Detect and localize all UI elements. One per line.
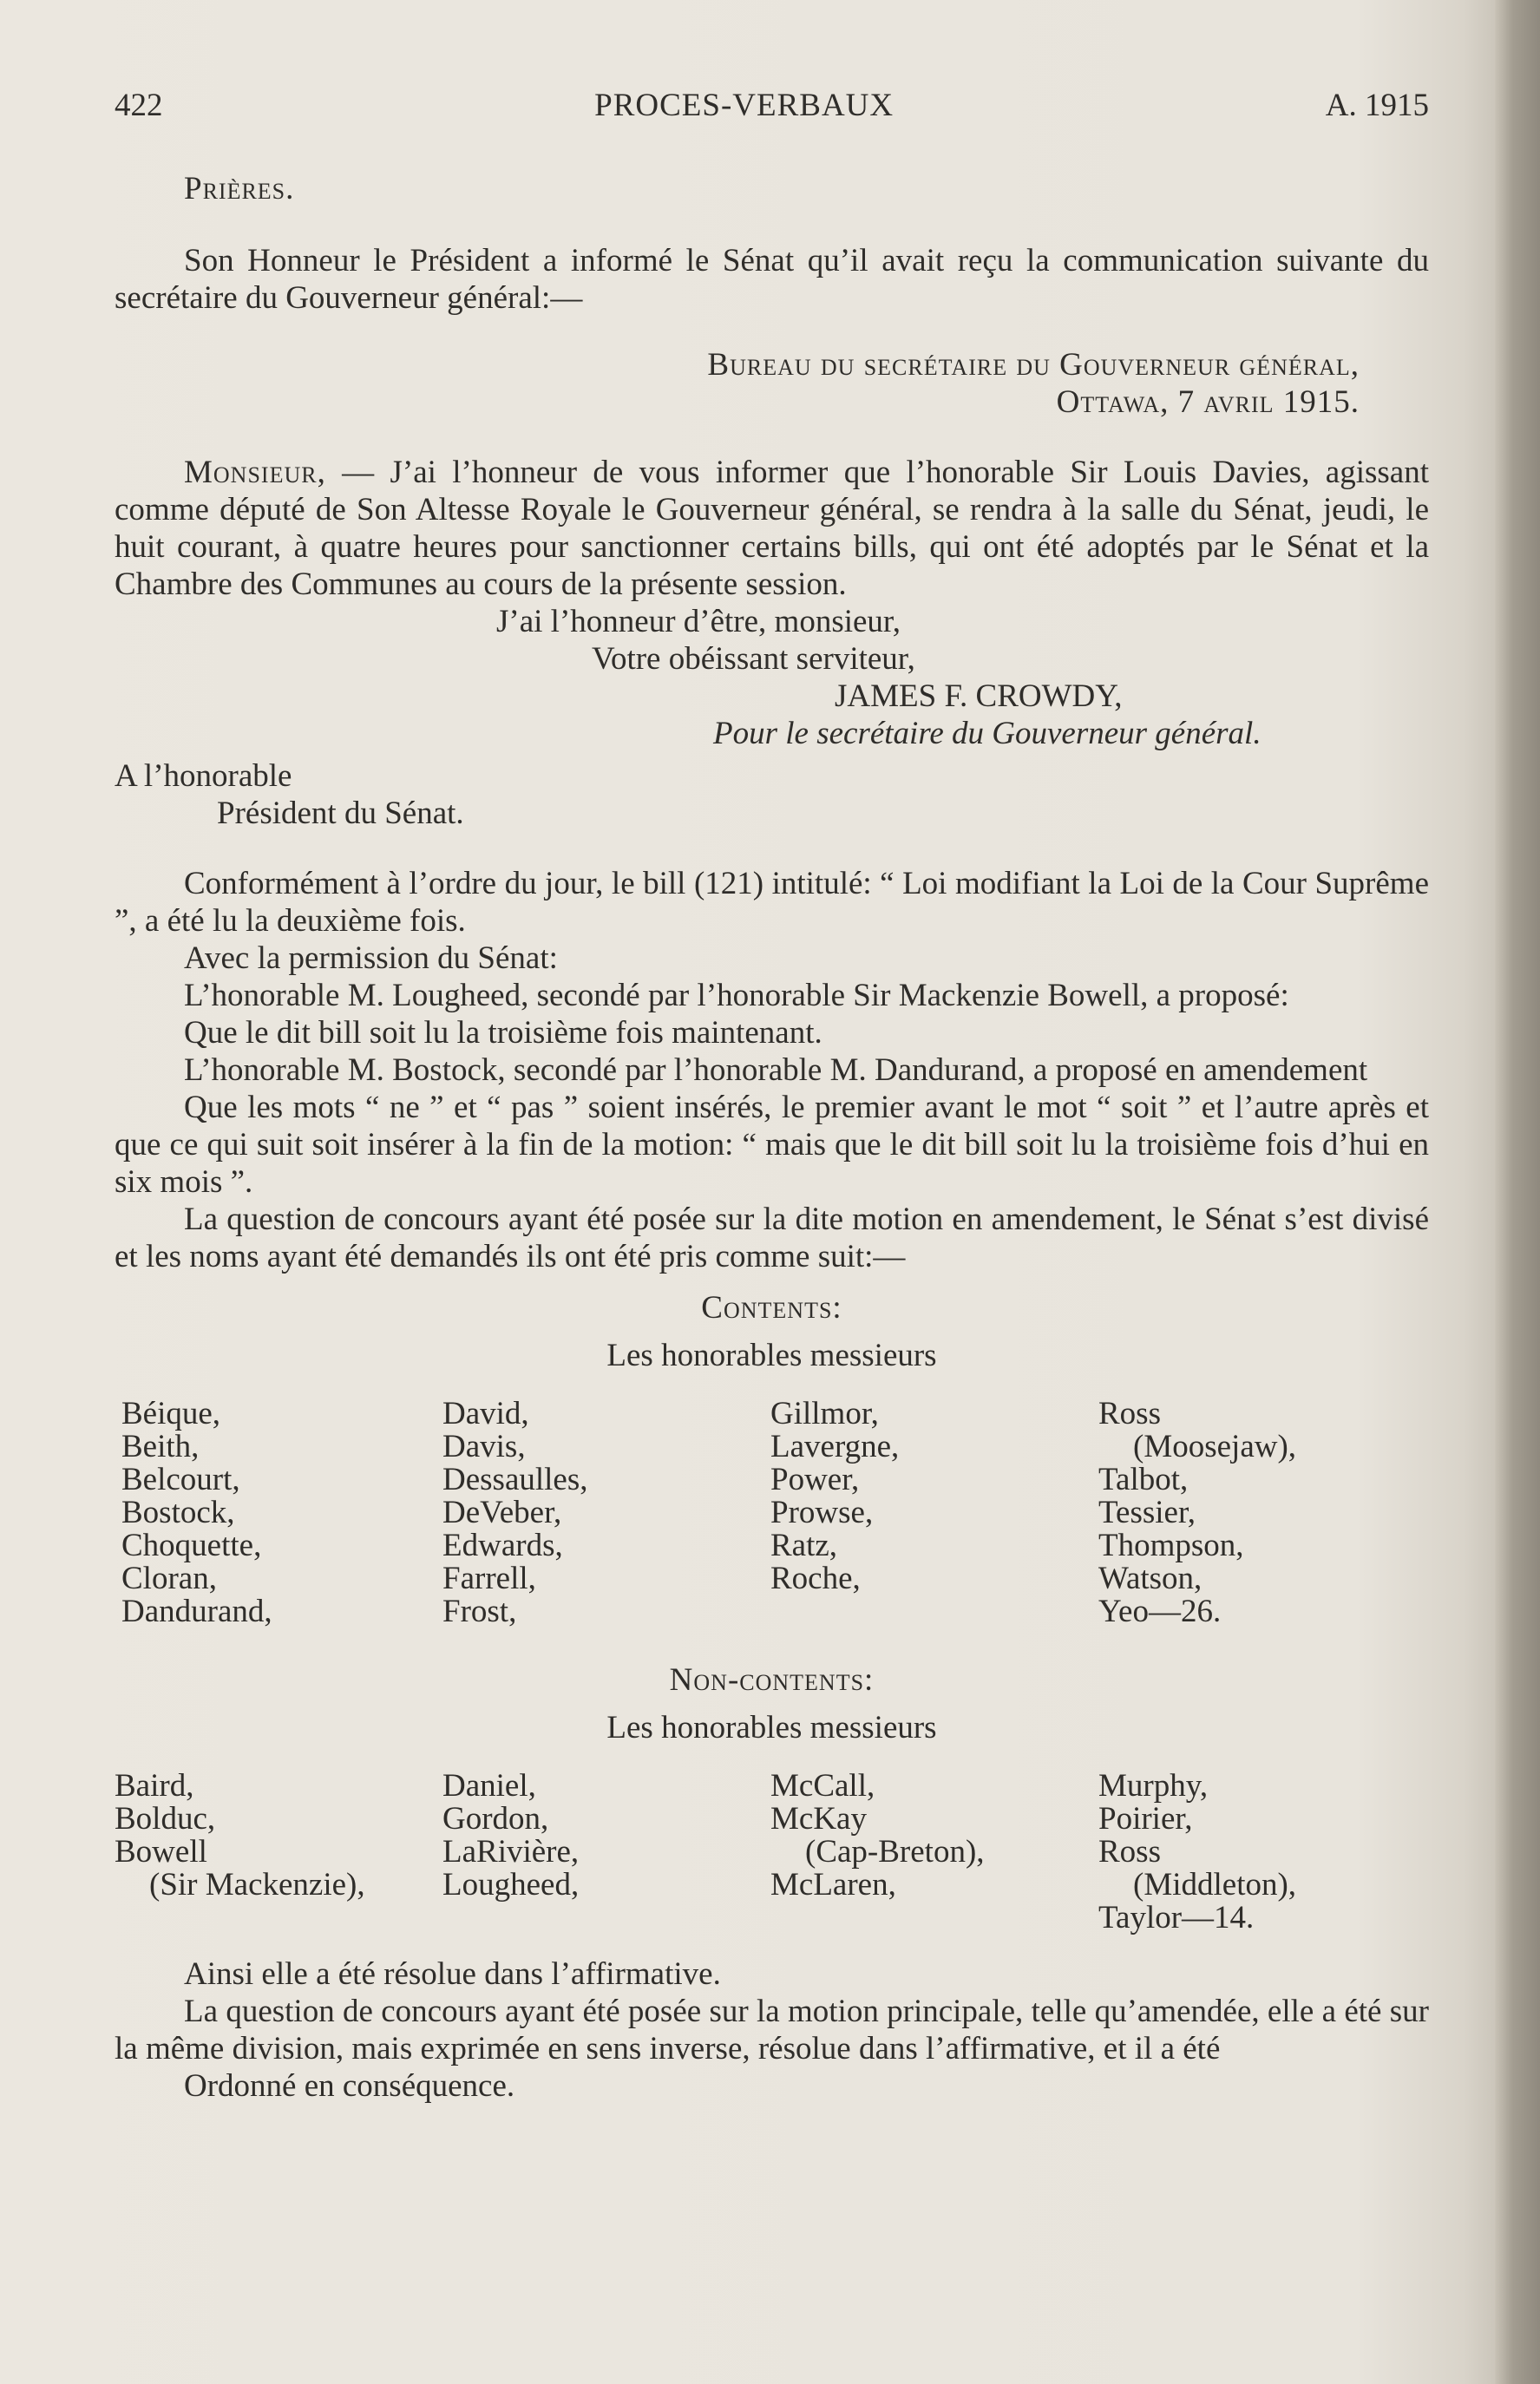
closing-paragraph-3: Ordonné en conséquence. — [184, 2068, 515, 2104]
name-entry: (Moosejaw), — [1133, 1429, 1297, 1464]
name-entry: Watson, — [1098, 1561, 1203, 1596]
non-contents-column-2 — [442, 1770, 770, 1935]
name-entry: Frost, — [442, 1594, 517, 1629]
non-contents-column-1 — [115, 1770, 442, 1935]
contents-column-1 — [115, 1398, 442, 1628]
name-entry: Ross — [1098, 1834, 1161, 1870]
name-entry: Béique, — [121, 1396, 221, 1431]
contents-column-4 — [1098, 1398, 1429, 1628]
name-entry: Poirier, — [1098, 1801, 1193, 1837]
section-heading-prieres: Prières. — [184, 171, 295, 206]
name-entry: DeVeber, — [442, 1495, 562, 1530]
name-entry: Bostock, — [121, 1495, 235, 1530]
spacer — [115, 1628, 1429, 1647]
name-entry: McCall, — [770, 1768, 875, 1804]
non-contents-subheading: Les honorables messieurs — [606, 1710, 937, 1745]
letter-closing-1: J’ai l’honneur d’être, monsieur, — [496, 604, 901, 639]
page-number: 422 — [115, 88, 163, 123]
page-header — [115, 87, 1429, 139]
name-entry: Taylor—14. — [1098, 1900, 1255, 1935]
name-entry: Bolduc, — [115, 1801, 216, 1837]
paragraph-6: Que les mots “ ne ” et “ pas ” soient insérés, le premier avant le mot “ soit ” et l’autre après et que ce qui suit soit insérer à la fin de la motion: “ mais que le dit bill soit lu la troisième fois d’hui en six mois ”. — [115, 1090, 1429, 1200]
contents-heading: Contents: — [701, 1290, 842, 1326]
name-entry: (Sir Mackenzie), — [149, 1867, 365, 1903]
name-entry: Edwards, — [442, 1528, 563, 1563]
letter-signer: JAMES F. CROWDY, — [835, 678, 1123, 714]
name-entry: Davis, — [442, 1429, 526, 1464]
name-entry: Lavergne, — [770, 1429, 900, 1464]
name-entry: Cloran, — [121, 1561, 217, 1596]
letter-dateline-text: Ottawa, 7 avril 1915. — [1056, 384, 1360, 420]
name-entry: Talbot, — [1098, 1462, 1189, 1497]
closing-paragraph-2: La question de concours ayant été posée sur la motion principale, telle qu’amendée, elle a été sur la même division, mais exprimée en sens inverse, résolue dans l’affirmative, et il a été — [115, 1994, 1429, 2066]
name-entry: (Cap-Breton), — [805, 1834, 985, 1870]
contents-subheading: Les honorables messieurs — [606, 1338, 937, 1373]
contents-column-2 — [442, 1398, 770, 1628]
name-entry: Dessaulles, — [442, 1462, 588, 1497]
paragraph-1: Conformément à l’ordre du jour, le bill (121) intitulé: “ Loi modifiant la Loi de la Cour Suprême ”, a été lu la deuxième fois. — [115, 866, 1429, 939]
name-entry: Bowell — [115, 1834, 207, 1870]
non-contents-heading: Non-contents: — [669, 1662, 875, 1698]
name-entry: Baird, — [115, 1768, 194, 1804]
name-entry: LaRivière, — [442, 1834, 580, 1870]
paragraph-7: La question de concours ayant été posée sur la dite motion en amendement, le Sénat s’est divisé et les noms ayant été demandés ils ont été pris comme suit:— — [115, 1202, 1429, 1274]
session-year: A. 1915 — [1325, 88, 1429, 123]
name-entry: Prowse, — [770, 1495, 874, 1530]
name-entry: Tessier, — [1098, 1495, 1196, 1530]
name-entry: McKay — [770, 1801, 867, 1837]
letter-dateline — [115, 383, 1429, 421]
letter-closing-2: Votre obéissant serviteur, — [592, 641, 915, 677]
paragraph-3: L’honorable M. Lougheed, secondé par l’honorable Sir Mackenzie Bowell, a proposé: — [184, 978, 1289, 1013]
letter-office: Bureau du secrétaire du Gouverneur général, — [707, 347, 1360, 383]
name-entry: Belcourt, — [121, 1462, 240, 1497]
name-entry: Lougheed, — [442, 1867, 580, 1903]
name-entry: Beith, — [121, 1429, 200, 1464]
paragraph-2: Avec la permission du Sénat: — [184, 940, 558, 976]
book-spine-shadow — [1495, 0, 1540, 2384]
letter-body — [115, 454, 1429, 603]
name-entry: Murphy, — [1098, 1768, 1209, 1804]
paragraph-5: L’honorable M. Bostock, secondé par l’honorable M. Dandurand, a proposé en amendement — [184, 1052, 1368, 1088]
name-entry: Choquette, — [121, 1528, 262, 1563]
page-content — [115, 87, 1429, 2105]
non-contents-name-list — [115, 1770, 1429, 1935]
name-entry: Thompson, — [1098, 1528, 1244, 1563]
name-entry: Yeo—26. — [1098, 1594, 1222, 1629]
name-entry: (Middleton), — [1133, 1867, 1297, 1903]
running-title: PROCES-VERBAUX — [594, 88, 895, 123]
name-entry: Ross — [1098, 1396, 1161, 1431]
closing-paragraph-1: Ainsi elle a été résolue dans l’affirmative. — [184, 1956, 721, 1992]
name-entry: Ratz, — [770, 1528, 838, 1563]
name-entry: Daniel, — [442, 1768, 536, 1804]
letter-body-text: — J’ai l’honneur de vous informer que l’honorable Sir Louis Davies, agissant comme député de Son Altesse Royale le Gouverneur général, se rendra à la salle du Sénat, jeudi, le huit courant, à quatre heures pour sanctionner certains bills, qui ont été adoptés par le Sénat et la Chambre des Communes au cours de la présente session. — [115, 455, 1429, 602]
non-contents-column-4 — [1098, 1770, 1429, 1935]
name-entry: David, — [442, 1396, 529, 1431]
name-entry: Power, — [770, 1462, 860, 1497]
addressee-line-1: A l’honorable — [115, 758, 292, 794]
letter-salutation: Monsieur, — [184, 455, 326, 490]
name-entry: Farrell, — [442, 1561, 536, 1596]
name-entry: Dandurand, — [121, 1594, 272, 1629]
contents-name-list — [115, 1398, 1429, 1628]
intro-paragraph: Son Honneur le Président a informé le Sénat qu’il avait reçu la communication suivante du secrétaire du Gouverneur général:— — [115, 243, 1429, 316]
letter-signer-title: Pour le secrétaire du Gouverneur général. — [713, 716, 1261, 751]
name-entry: Gordon, — [442, 1801, 549, 1837]
paragraph-4: Que le dit bill soit lu la troisième fois maintenant. — [184, 1015, 822, 1051]
name-entry: Gillmor, — [770, 1396, 879, 1431]
addressee-line-2: Président du Sénat. — [217, 796, 464, 831]
non-contents-column-3 — [770, 1770, 1098, 1935]
name-entry: McLaren, — [770, 1867, 896, 1903]
contents-column-3 — [770, 1398, 1098, 1628]
name-entry: Roche, — [770, 1561, 861, 1596]
